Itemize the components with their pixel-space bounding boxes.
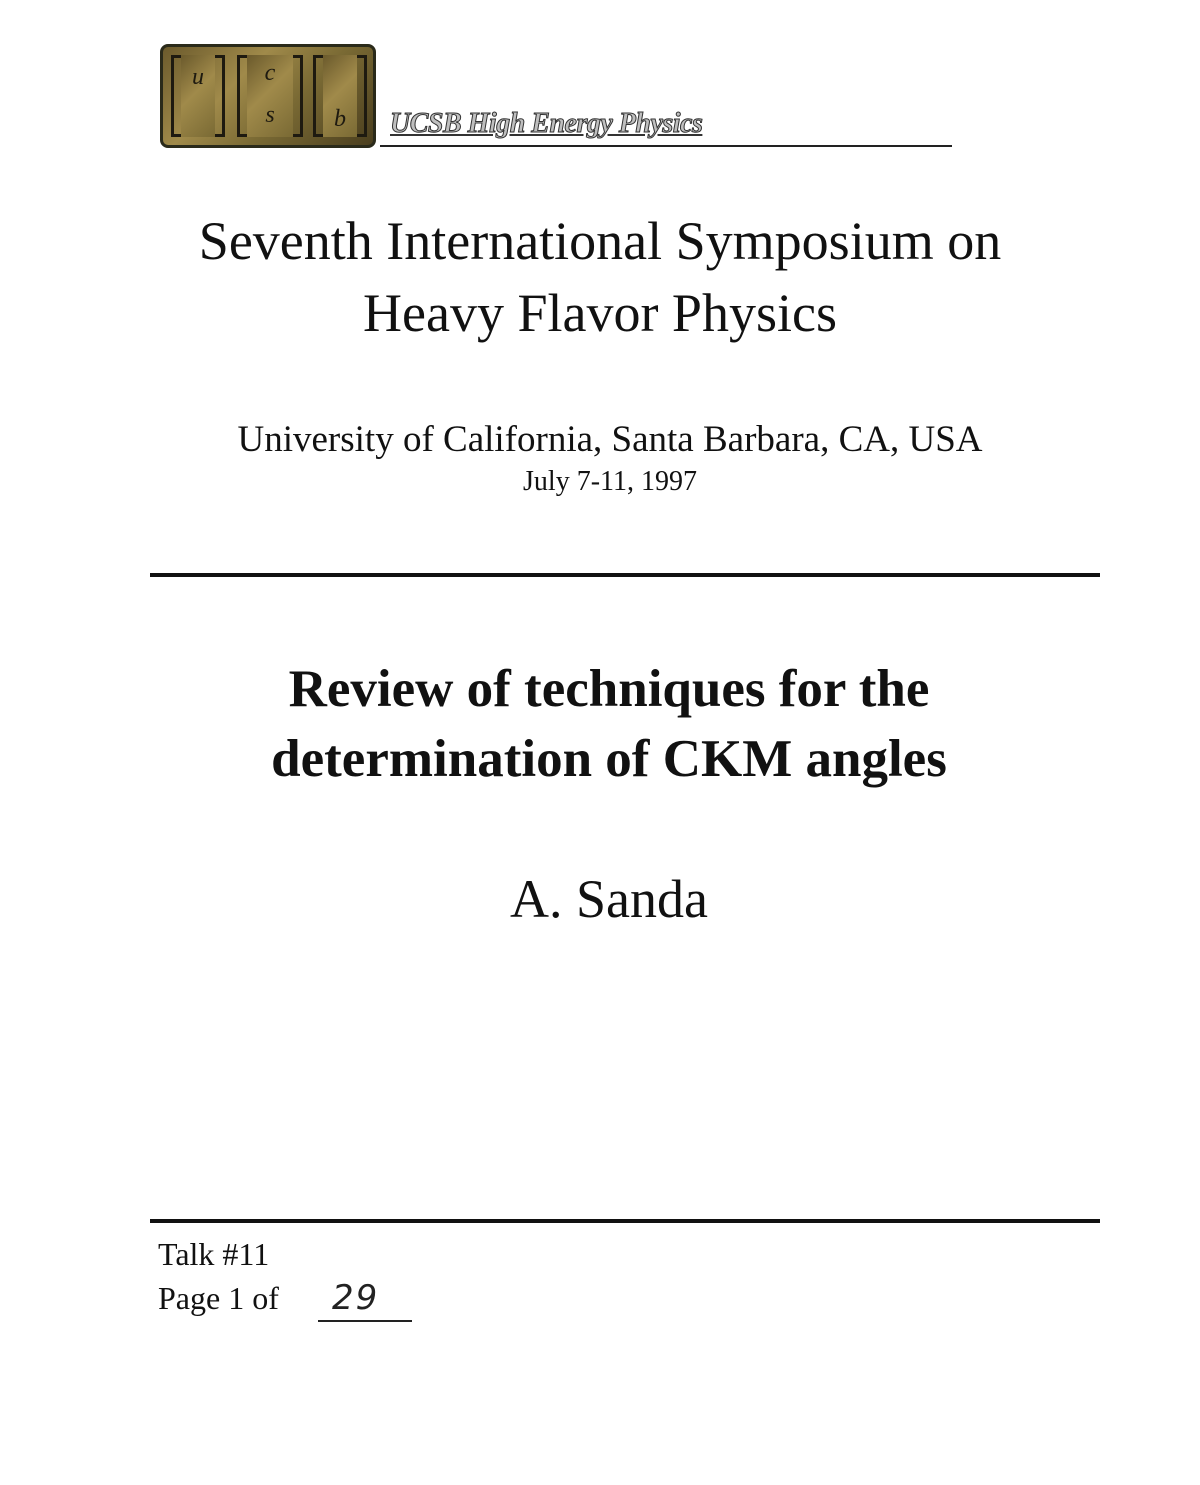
- logo-bracket-cs: [237, 55, 303, 137]
- talk-title-line2: determination of CKM angles: [271, 730, 947, 788]
- talk-title-line1: Review of techniques for the: [288, 660, 930, 718]
- talk-author: A. Sanda: [510, 869, 708, 929]
- conference-title-line1: Seventh International Symposium on: [198, 211, 1002, 271]
- logo-letter-s: s: [265, 102, 275, 128]
- logo-letter-u: u: [192, 64, 204, 90]
- conference-affiliation: University of California, Santa Barbara, CA, USA: [237, 419, 983, 460]
- logo-bracket-u: [171, 55, 225, 137]
- organization-name: UCSB High Energy Physics: [390, 108, 703, 139]
- bottom-divider: [150, 1219, 1100, 1223]
- conference-title: [0, 205, 1200, 349]
- talk-title: [0, 654, 1200, 794]
- page-total-field: [318, 1276, 412, 1322]
- top-divider: [150, 573, 1100, 577]
- logo-bracket-b: [313, 55, 367, 137]
- page-total-handwritten: 29: [332, 1278, 380, 1318]
- logo-letter-b: b: [334, 106, 346, 132]
- conference-dates: July 7-11, 1997: [523, 466, 697, 497]
- conference-title-line2: Heavy Flavor Physics: [363, 283, 837, 343]
- ucsb-hep-logo: [160, 44, 376, 148]
- logo-letter-c: c: [264, 60, 276, 86]
- page-label: Page 1 of: [158, 1280, 279, 1316]
- talk-number: Talk #11: [158, 1236, 270, 1272]
- header-underline: [380, 145, 952, 147]
